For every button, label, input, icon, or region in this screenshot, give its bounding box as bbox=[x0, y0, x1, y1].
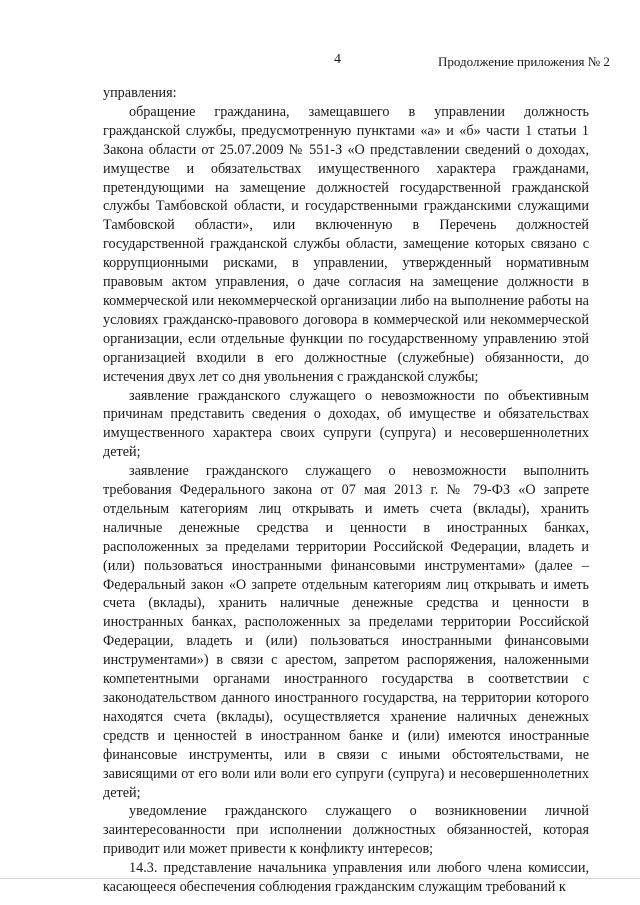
paragraph-appeal: обращение гражданина, замещавшего в управлении должность гражданской службы, предусмотренную пунктами «а» и «б» части 1 статьи 1 Закона области от 25.07.2009 № 551-З «О представлении сведений о доходах, имуществе и обязательствах имущественного характера гражданами, претендующими на замещение должностей государственной гражданской службы Тамбовской области, и государственными гражданскими служащими Тамбовской области», или включенную в Перечень должностей государственной гражданской службы области, замещение которых связано с коррупционными рисками, в управлении, утвержденный нормативным правовым актом управления, о даче согласия на замещение должности в коммерческой или некоммерческой организации либо на выполнение работы на условиях гражданско-правового договора в коммерческой или некоммерческой организации, если отдельные функции по государственному управлению этой организацией входили в его должностные (служебные) обязанности, до истечения двух лет со дня увольнения с гражданской службы; bbox=[103, 103, 589, 385]
continuation-label: Продолжение приложения № 2 bbox=[438, 54, 610, 69]
page-number: 4 bbox=[334, 52, 341, 67]
paragraph-conflict-of-interest: уведомление гражданского служащего о возникновении личной заинтересованности при исполнении должностных обязанностей, которая приводит или может привести к конфликту интересов; bbox=[103, 803, 589, 858]
page-header bbox=[0, 52, 640, 72]
paragraph-income-statement: заявление гражданского служащего о невозможности по объективным причинам представить сведения о доходах, об имуществе и обязательствах имущественного характера своих супруги (супруга) и несовершеннолетних детей; bbox=[103, 387, 589, 461]
document-body bbox=[103, 84, 589, 897]
paragraph-foreign-accounts: заявление гражданского служащего о невозможности выполнить требования Федерального закона от 07 мая 2013 г. № 79-ФЗ «О запрете отдельным категориям лиц открывать и иметь счета (вклады), хранить наличные денежные средства и ценности в иностранных банках, расположенных за пределами территории Российской Федерации, владеть и (или) пользоваться иностранными финансовыми инструментами» (далее – Федеральный закон «О запрете отдельным категориям лиц открывать и иметь счета (вклады), хранить наличные денежные средства и ценности в иностранных банках, расположенных за пределами территории Российской Федерации, владеть и (или) пользоваться иностранными финансовыми инструментами») в связи с арестом, запретом распоряжения, наложенными компетентными органами иностранного государства в соответствии с законодательством данного иностранного государства, на территории которого находятся счета (вклады), осуществляется хранение наличных денежных средств и ценностей в иностранном банке и (или) имеются иностранные финансовые инструменты, или в связи с иными обстоятельствами, не зависящими от его воли или воли его супруги (супруга) и несовершеннолетних детей; bbox=[103, 463, 589, 801]
bottom-rule bbox=[0, 878, 640, 879]
paragraph-14-3: 14.3. представление начальника управления или любого члена комиссии, касающееся обеспечения соблюдения гражданским служащим требований к bbox=[103, 860, 589, 896]
paragraph-intro: управления: bbox=[103, 85, 177, 101]
